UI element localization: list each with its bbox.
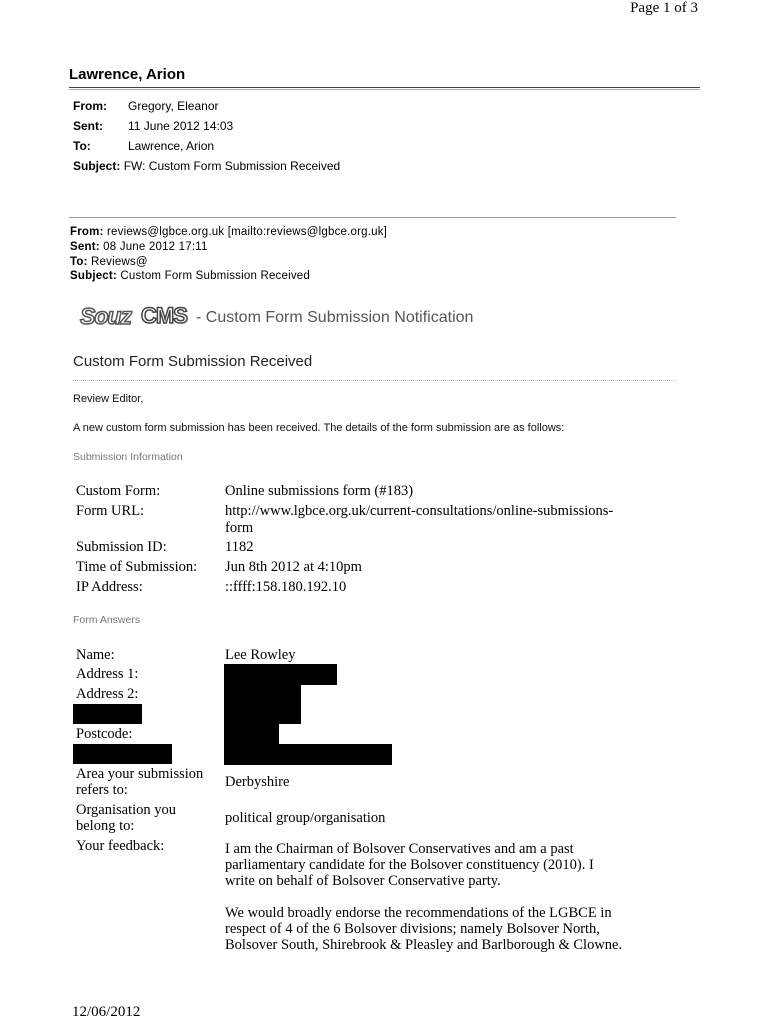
forward-to-value: Reviews@ (91, 256, 148, 268)
forward-to-row (70, 256, 148, 268)
header-sent-value: 11 June 2012 14:03 (128, 119, 234, 133)
redaction-address2 (279, 685, 301, 704)
feedback-p1-line3: write on behalf of Bolsover Conservative party. (225, 873, 501, 889)
section-form-answers: Form Answers (73, 614, 141, 626)
logo-brand-left: Souz (80, 303, 131, 329)
forward-from-key: From: (70, 226, 104, 238)
feedback-p2-line2: respect of 4 of the 6 Bolsover divisions; namely Bolsover North, (225, 921, 600, 937)
logo-subtitle: - Custom Form Submission Notification (196, 309, 474, 326)
custom-form-value: Online submissions form (#183) (225, 483, 414, 499)
area-label-line1: Area your submission (76, 766, 204, 782)
header-to-key: To: (73, 139, 91, 153)
feedback-p2-line3: Bolsover South, Shirebrook & Pleasley and Barlborough & Clowne. (225, 937, 623, 953)
header-to-value: Lawrence, Arion (128, 139, 215, 153)
redaction-address1 (224, 664, 337, 685)
page-number: Page 1 of 3 (630, 0, 698, 16)
forward-subject-key: Subject: (70, 270, 117, 282)
time-of-submission-value: Jun 8th 2012 at 4:10pm (225, 559, 362, 575)
feedback-label: Your feedback: (76, 838, 165, 854)
header-divider-secondary (69, 89, 700, 90)
custom-form-label: Custom Form: (76, 483, 161, 499)
logo-brand-right: CMS (141, 303, 187, 328)
header-from-key: From: (73, 99, 107, 113)
forward-sent-value: 08 June 2012 17:11 (103, 241, 208, 253)
submission-id-value: 1182 (225, 539, 254, 555)
header-divider (69, 87, 700, 88)
feedback-p2-line1: We would broadly endorse the recommendations of the LGBCE in (225, 905, 612, 921)
intro-text: A new custom form submission has been received. The details of the form submission are as follows: (73, 422, 565, 434)
redaction-label-left1 (73, 704, 142, 724)
header-subject-row (73, 159, 340, 173)
forward-subject-row (70, 270, 310, 282)
header-from-value: Gregory, Eleanor (128, 99, 219, 113)
feedback-p1-line1: I am the Chairman of Bolsover Conservatives and am a past (225, 841, 574, 857)
org-label-line1: Organisation you (76, 802, 177, 818)
time-of-submission-label: Time of Submission: (76, 559, 198, 575)
section-submission-info: Submission Information (73, 451, 183, 463)
org-label-line2: belong to: (76, 818, 135, 834)
header-subject-key: Subject: (73, 159, 121, 173)
area-label-line2: refers to: (76, 782, 128, 798)
forward-sent-key: Sent: (70, 241, 100, 253)
footer-date: 12/06/2012 (72, 1004, 141, 1020)
redaction-address3 (279, 704, 301, 724)
mailbox-owner-name: Lawrence, Arion (69, 66, 186, 83)
redaction-address-column (224, 685, 279, 765)
form-url-value-line2: form (225, 520, 254, 536)
ip-address-value: ::ffff:158.180.192.10 (225, 579, 347, 595)
submission-id-label: Submission ID: (76, 539, 167, 555)
title-divider (73, 380, 676, 381)
name-label: Name: (76, 647, 115, 663)
org-value: political group/organisation (225, 810, 386, 826)
forward-from-row (70, 226, 387, 238)
feedback-p1-line2: parliamentary candidate for the Bolsover constituency (2010). I (225, 857, 594, 873)
notification-title: Custom Form Submission Received (73, 353, 313, 370)
forward-sent-row (70, 241, 208, 253)
forward-divider (69, 217, 676, 218)
header-sent-key: Sent: (73, 119, 103, 133)
forward-to-key: To: (70, 256, 88, 268)
header-subject-value: FW: Custom Form Submission Received (123, 159, 341, 173)
postcode-label: Postcode: (76, 726, 133, 742)
address2-label: Address 2: (76, 686, 139, 702)
form-url-label: Form URL: (76, 503, 145, 519)
ip-address-label: IP Address: (76, 579, 143, 595)
redaction-postcode (279, 744, 392, 765)
redaction-label-left2 (73, 744, 172, 764)
area-value: Derbyshire (225, 774, 290, 790)
forward-from-value: reviews@lgbce.org.uk [mailto:reviews@lgbce.org.uk] (107, 226, 388, 238)
forward-subject-value: Custom Form Submission Received (120, 270, 310, 282)
greeting: Review Editor, (73, 393, 144, 405)
form-url-value-line1: http://www.lgbce.org.uk/current-consultations/online-submissions- (225, 503, 614, 519)
name-value: Lee Rowley (225, 647, 296, 663)
address1-label: Address 1: (76, 666, 139, 682)
